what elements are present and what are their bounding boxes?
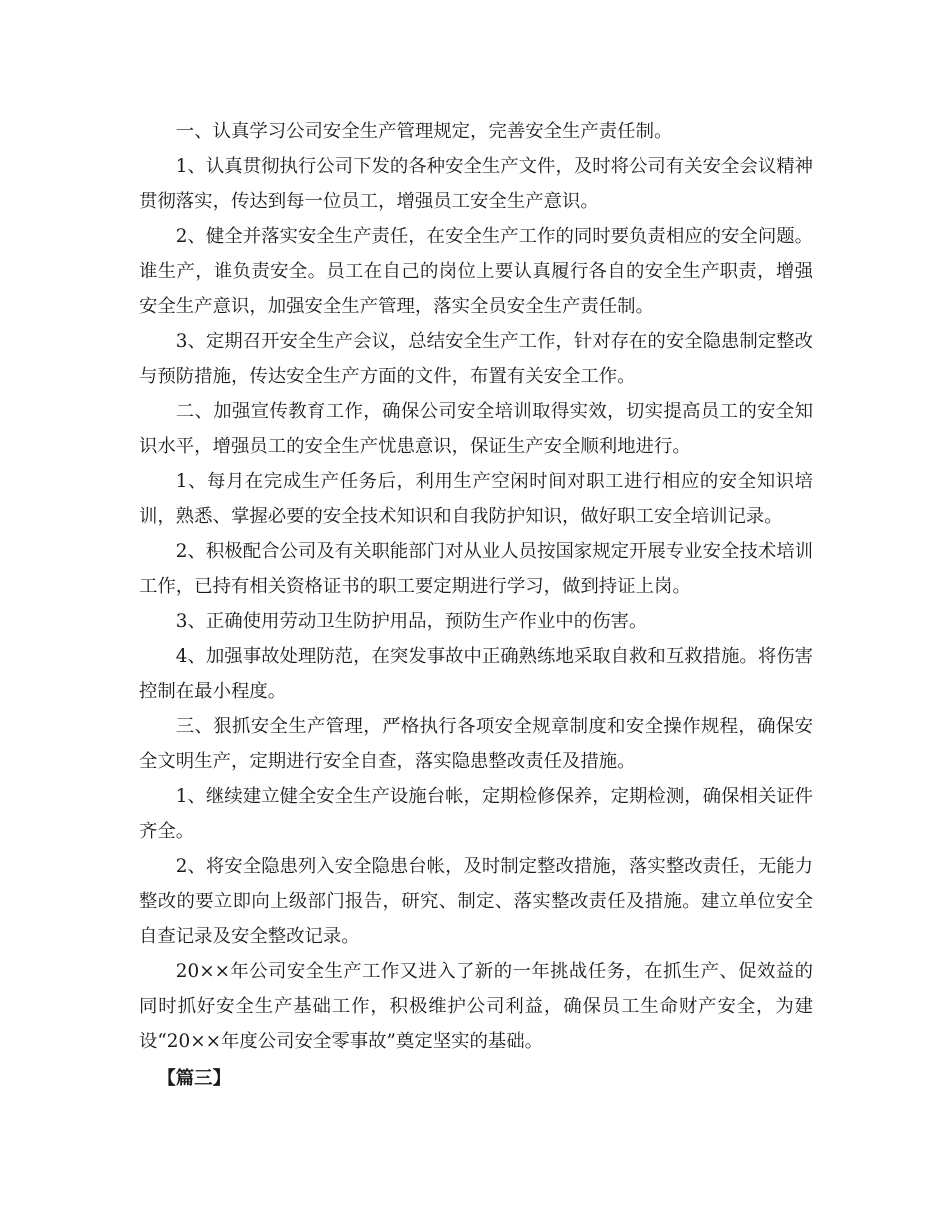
paragraph-2-2: 2、积极配合公司及有关职能部门对从业人员按国家规定开展专业安全技术培训工作，已持有相关资格证书的职工要定期进行学习，做到持证上岗。 bbox=[139, 541, 813, 597]
document-body bbox=[139, 114, 813, 1096]
paragraph-3-2: 2、将安全隐患列入安全隐患台帐，及时制定整改措施，落实整改责任，无能力整改的要立即向上级部门报告，研究、制定、落实整改责任及措施。建立单位安全自查记录及安全整改记录。 bbox=[139, 856, 813, 947]
paragraph-section-1-title: 一、认真学习公司安全生产管理规定，完善安全生产责任制。 bbox=[175, 121, 673, 142]
paragraph-1-3: 3、定期召开安全生产会议，总结安全生产工作，针对存在的安全隐患制定整改与预防措施，传达安全生产方面的文件，布置有关安全工作。 bbox=[139, 331, 813, 387]
paragraph-1-2: 2、健全并落实安全生产责任，在安全生产工作的同时要负责相应的安全问题。谁生产，谁负责安全。员工在自己的岗位上要认真履行各自的安全生产职责，增强安全生产意识，加强安全生产管理，落实全员安全生产责任制。 bbox=[139, 226, 813, 317]
paragraph-section-2-title: 二、加强宣传教育工作，确保公司安全培训取得实效，切实提高员工的安全知识水平，增强员工的安全生产忧患意识，保证生产安全顺利地进行。 bbox=[139, 401, 813, 457]
paragraph-2-4: 4、加强事故处理防范，在突发事故中正确熟练地采取自救和互救措施。将伤害控制在最小程度。 bbox=[139, 646, 813, 702]
paragraph-1-1: 1、认真贯彻执行公司下发的各种安全生产文件，及时将公司有关安全会议精神贯彻落实，传达到每一位员工，增强员工安全生产意识。 bbox=[139, 156, 813, 212]
paragraph-2-1: 1、每月在完成生产任务后，利用生产空闲时间对职工进行相应的安全知识培训，熟悉、掌握必要的安全技术知识和自我防护知识，做好职工安全培训记录。 bbox=[139, 471, 813, 527]
section-heading-part-three: 【篇三】 bbox=[157, 1068, 231, 1089]
paragraph-2-3: 3、正确使用劳动卫生防护用品，预防生产作业中的伤害。 bbox=[175, 611, 648, 632]
paragraph-3-1: 1、继续建立健全安全生产设施台帐，定期检修保养，定期检测，确保相关证件齐全。 bbox=[139, 786, 813, 842]
paragraph-conclusion: 20××年公司安全生产工作又进入了新的一年挑战任务，在抓生产、促效益的同时抓好安全生产基础工作，积极维护公司利益，确保员工生命财产安全，为建设“20××年度公司安全零事故”奠定坚实的基础。 bbox=[139, 961, 813, 1052]
paragraph-section-3-title: 三、狠抓安全生产管理，严格执行各项安全规章制度和安全操作规程，确保安全文明生产，定期进行安全自查，落实隐患整改责任及措施。 bbox=[139, 716, 813, 772]
